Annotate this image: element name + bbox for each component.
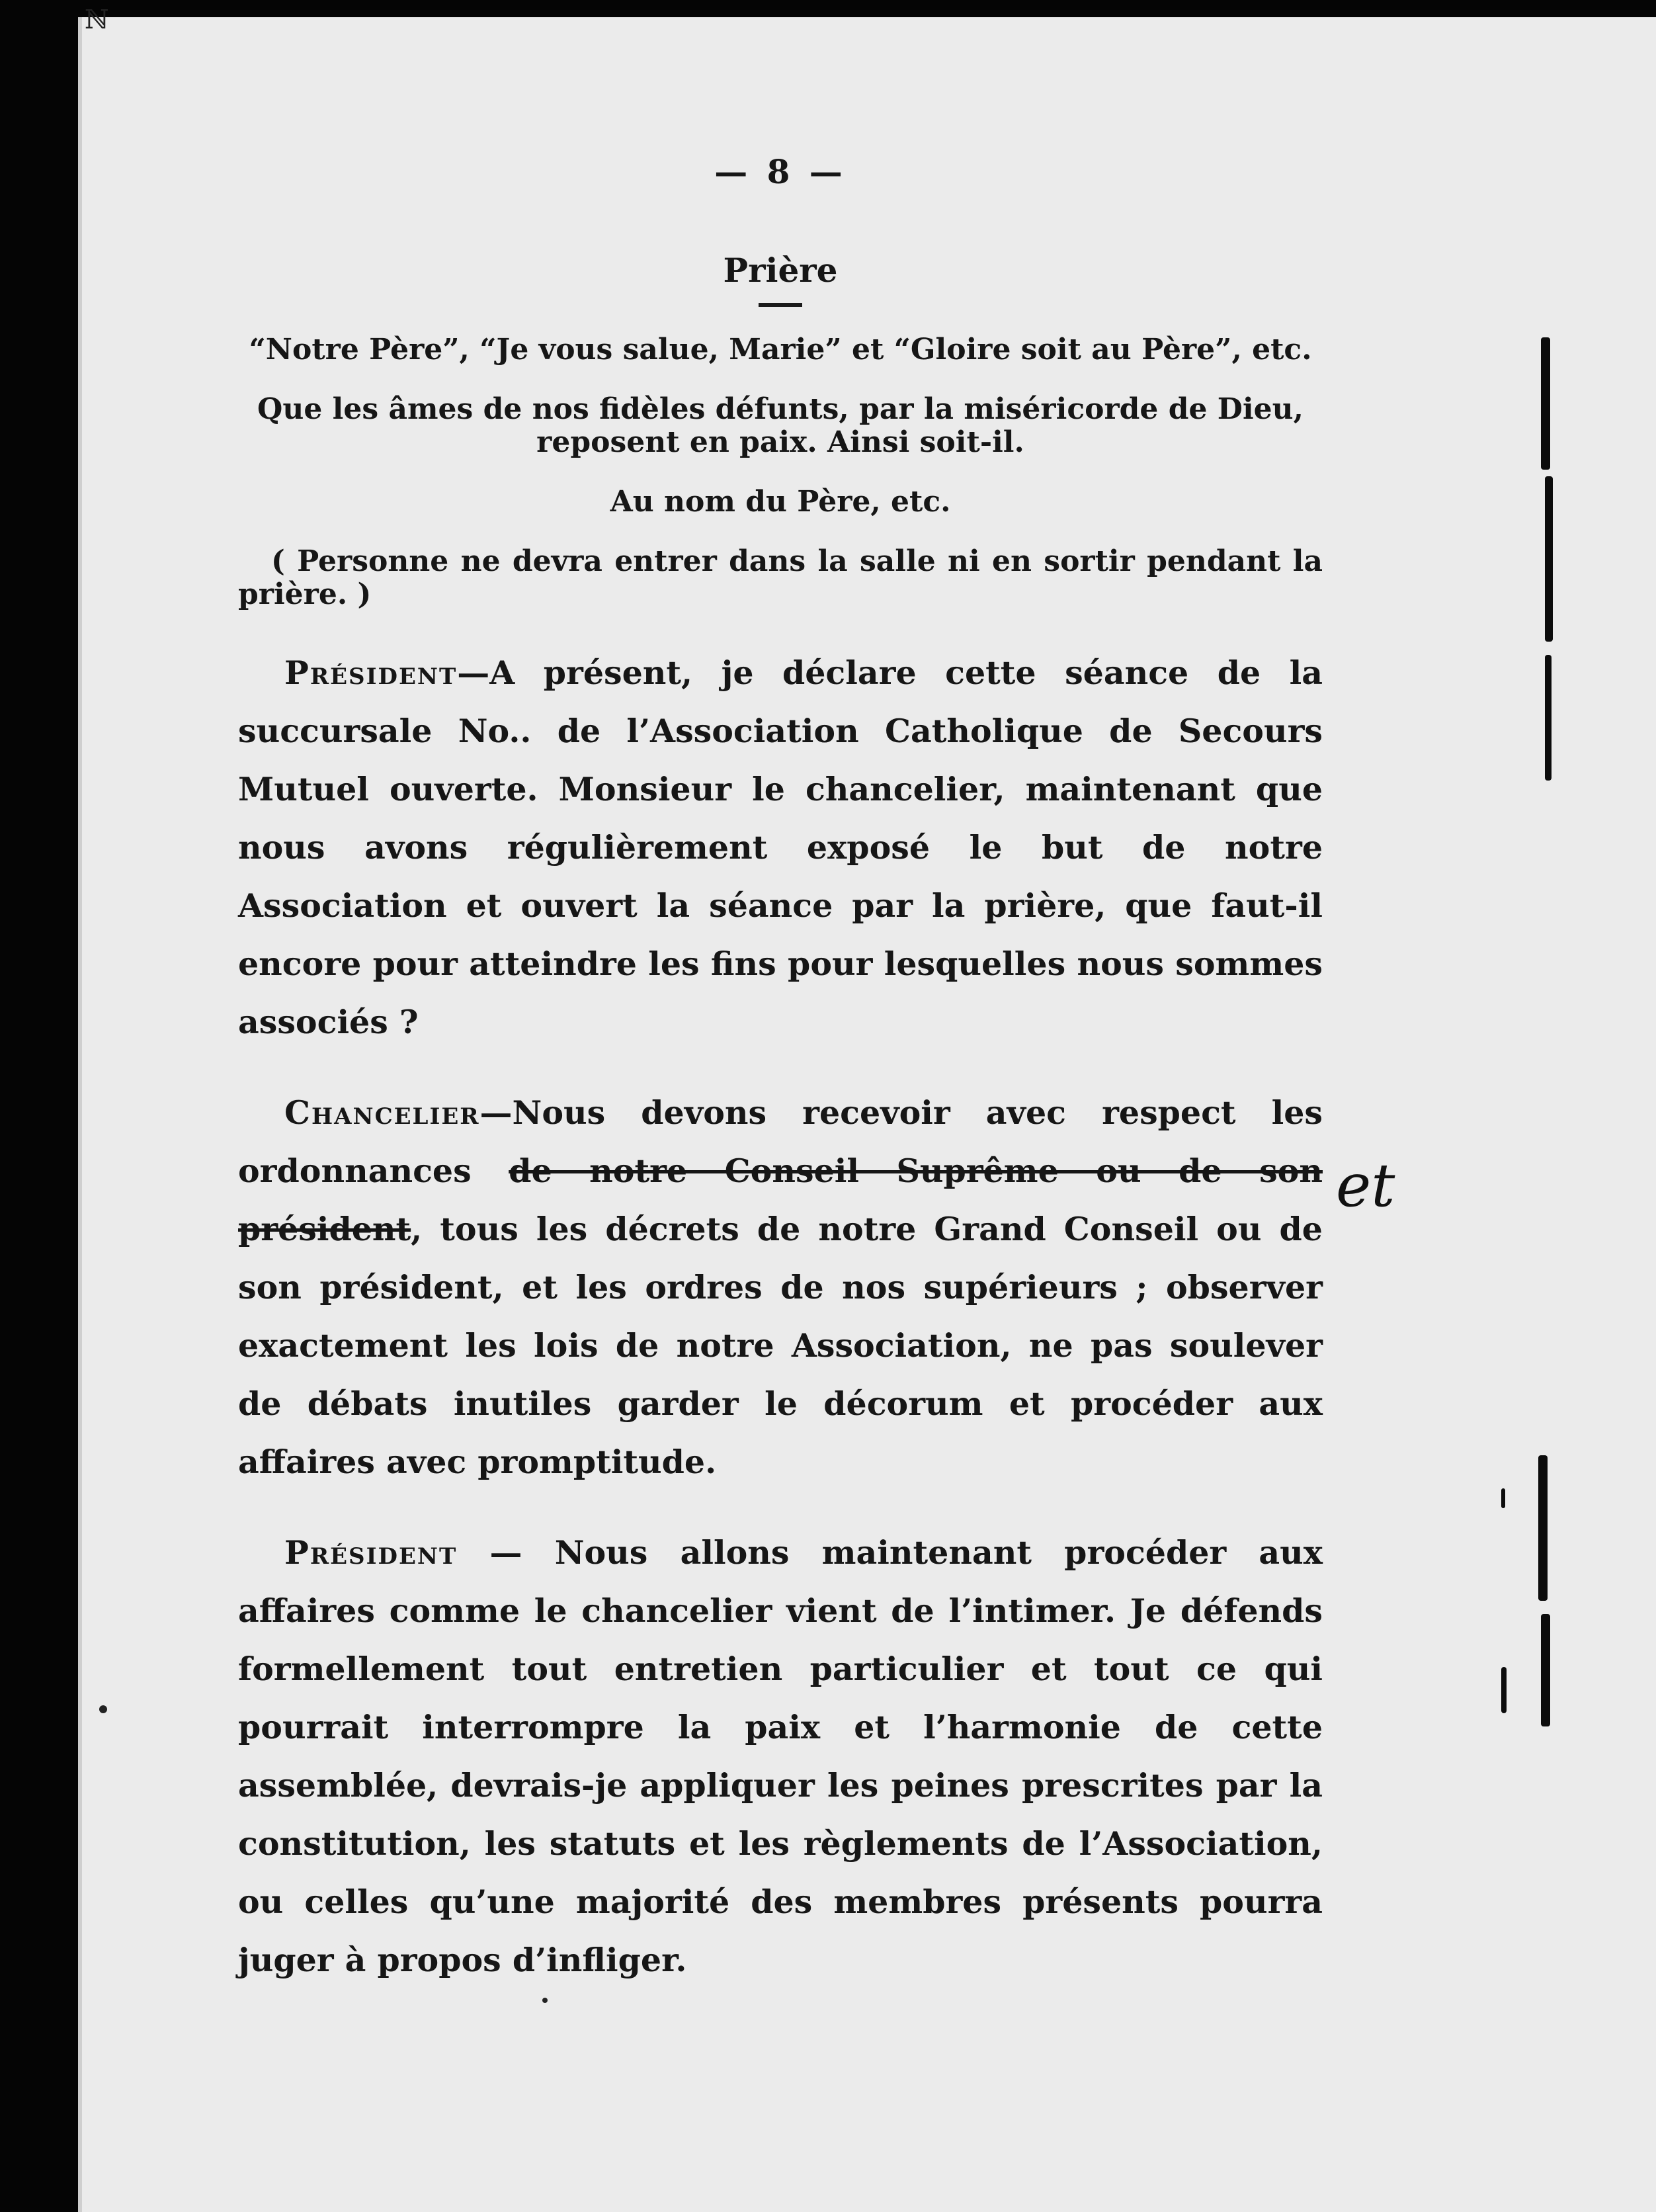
binding-mark — [1501, 1488, 1505, 1508]
page-number: — 8 — — [714, 152, 847, 191]
paragraph-president-1 — [238, 644, 1323, 1051]
prayer-requiem: Que les âmes de nos fidèles défunts, par la miséricorde de Dieu, reposent en paix. Ainsi soit-il. — [257, 392, 1304, 459]
heading-rule — [759, 303, 802, 307]
prayer-closing: Au nom du Père, etc. — [610, 485, 951, 519]
paragraph-president-2 — [238, 1523, 1323, 1989]
binding-mark — [1545, 655, 1552, 781]
margin-handwriting: et — [1336, 1151, 1395, 1220]
paragraph-chancelier — [238, 1084, 1323, 1491]
speaker-label: Chancelier — [284, 1093, 480, 1132]
paragraph-text: A présent, je déclare cette séance de la succursale No.. de l’Association Catholique de Secours Mutuel ouverte. Monsieur le chancelier, maintenant que nous avons régulièrement exposé le but de notre Association et ouvert la séance par la prière, que faut-il encore pour atteindre les fins pour lesquelles nous sommes associés ? — [238, 654, 1323, 1041]
prayer-invocation: “Notre Père”, “Je vous salue, Marie” et “Gloire soit au Père”, etc. — [249, 333, 1312, 366]
text-column — [238, 152, 1323, 2008]
prayer-note: ( Personne ne devra entrer dans la salle ni en sortir pendant la prière. ) — [238, 544, 1323, 611]
speaker-label: Président — [284, 654, 458, 692]
paragraph-text: Nous allons maintenant procéder aux affaires comme le chancelier vient de l’intimer. Je défends formellement tout entretien particulier et tout ce qui pourrait interrompre la paix et l’harmonie de cette assemblée, devrais-je appliquer les peines prescrites par la constitution, les statuts et les règlements de l’Association, ou celles qu’une majorité des membres présents pourra juger à propos d’infliger. — [238, 1533, 1323, 1979]
binding-mark — [1541, 337, 1550, 470]
binding-mark — [1541, 1614, 1550, 1726]
corner-mark: ℕ — [85, 5, 109, 35]
section-heading: Prière — [723, 251, 838, 290]
binding-mark — [1501, 1667, 1507, 1713]
speaker-dash: — — [457, 654, 490, 692]
binding-mark — [1545, 476, 1553, 642]
speaker-dash: — — [457, 1533, 555, 1572]
struck-text: de notre Conseil Suprême ou de son président — [238, 1152, 1323, 1248]
ink-speck — [542, 1998, 548, 2003]
paragraph-text-after: , tous les décrets de notre Grand Conseil ou de son président, et les ordres de nos supérieurs ; observer exactement les lois de notre Association, ne pas soulever de débats inutiles garder le décorum et procéder aux affaires avec promptitude. — [238, 1210, 1323, 1481]
binding-mark — [1538, 1455, 1548, 1601]
ink-speck — [99, 1705, 107, 1713]
speaker-dash: — — [479, 1093, 513, 1132]
speaker-label: Président — [284, 1533, 458, 1572]
paragraph-text-before: Nous devons recevoir avec respect les ordonnances — [238, 1093, 1323, 1190]
